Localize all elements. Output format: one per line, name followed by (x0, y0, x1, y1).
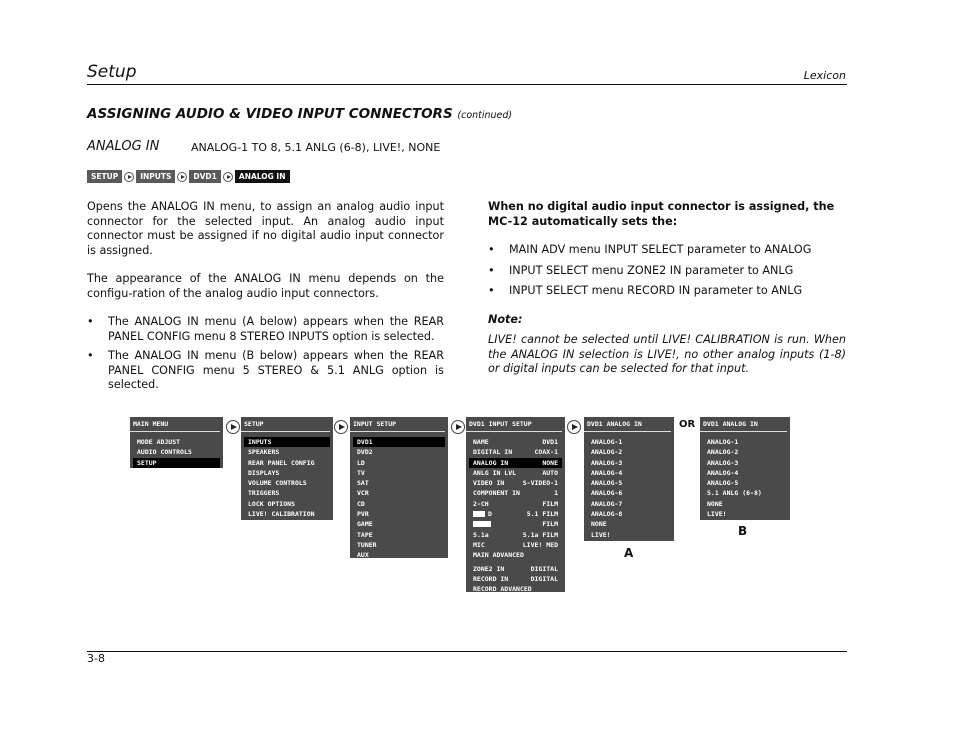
menu-item: ANALOG-8 (591, 510, 623, 519)
menu-row: RECORD IN DIGITAL (473, 574, 558, 583)
arrow-right-icon (334, 420, 348, 434)
list-item: • The ANALOG IN menu (B below) appears when the REAR PANEL CONFIG menu 5 STEREO & 5.1 ANLG option is selected. (87, 349, 444, 391)
menu-item: LD (357, 458, 365, 467)
menu-item: MODE ADJUST (137, 438, 181, 446)
menu-item: ANALOG-6 (591, 489, 623, 498)
dvd1-input-setup-menu (466, 417, 565, 592)
breadcrumb-inputs: INPUTS (136, 170, 175, 183)
page-number: 3-8 (87, 652, 105, 665)
footer-rule (87, 651, 847, 652)
menu-item: LIVE! CALIBRATION (248, 510, 315, 519)
analog-in-menu-a (584, 417, 674, 541)
menu-title: MAIN MENU (130, 417, 220, 432)
menu-item: REAR PANEL CONFIG (248, 458, 315, 467)
breadcrumb-analog-in: ANALOG IN (235, 170, 290, 183)
menu-row: 2-CH FILM (473, 499, 558, 508)
menu-title: DVD1 ANALOG IN (584, 417, 671, 432)
menu-row: MAIN ADVANCED (473, 551, 524, 560)
paragraph: Opens the ANALOG IN menu, to assign an analog audio input connector for the selected input. An analog audio input connector must be assigned if no digital audio input connector is assigned. (87, 200, 444, 257)
menu-title: DVD1 INPUT SETUP (466, 417, 562, 432)
list-item: • MAIN ADV menu INPUT SELECT parameter to ANALOG (488, 243, 812, 256)
menu-item: TUNER (357, 540, 377, 549)
arrow-right-icon (177, 172, 187, 182)
breadcrumb-dvd1: DVD1 (189, 170, 220, 183)
menu-item: GAME (357, 520, 373, 529)
menu-item: VOLUME CONTROLS (248, 479, 307, 488)
menu-item-selected: SETUP (133, 458, 220, 468)
menu-item: ANALOG-7 (591, 499, 623, 508)
brand-name: Lexicon (803, 69, 846, 82)
menu-row: VIDEO IN S-VIDEO-1 (473, 479, 558, 488)
arrow-right-icon (451, 420, 465, 434)
menu-item: ANALOG-3 (591, 458, 623, 467)
list-item: • The ANALOG IN menu (A below) appears when the REAR PANEL CONFIG menu 8 STEREO INPUTS option is selected. (87, 315, 444, 343)
input-setup-menu (350, 417, 448, 558)
menu-row: RECORD ADVANCED (473, 585, 532, 594)
menu-item: DVD2 (357, 448, 373, 457)
menu-row: COMPONENT IN 1 (473, 489, 558, 498)
menu-item: 5.1 ANLG (6-8) (707, 489, 762, 498)
analog-in-menu-b (700, 417, 790, 520)
or-label: OR (679, 419, 696, 430)
menu-item: NONE (591, 520, 607, 529)
menu-item: VCR (357, 489, 369, 498)
arrow-right-icon (567, 420, 581, 434)
main-menu (130, 417, 223, 468)
menu-item: TAPE (357, 530, 373, 539)
arrow-right-icon (124, 172, 134, 182)
menu-row: NAME DVD1 (473, 438, 558, 446)
menu-row: 5.1a 5.1a FILM (473, 530, 558, 539)
page-title: Setup (87, 62, 137, 82)
menu-row: MIC LIVE! MED (473, 540, 558, 549)
left-column (87, 200, 444, 398)
menu-title: INPUT SETUP (350, 417, 445, 432)
intro-text: When no digital audio input connector is assigned, the MC-12 automatically sets the: (488, 200, 835, 228)
menu-item: ANALOG-3 (707, 458, 739, 467)
menu-row: ANLG IN LVL AUTO (473, 468, 558, 477)
menu-item: ANALOG-5 (591, 479, 623, 488)
menu-item: CD (357, 499, 365, 508)
note-text: LIVE! cannot be selected until LIVE! CALIBRATION is run. When the ANALOG IN selection is LIVE!, no other analog inputs (1-8) or digital inputs can be selected for that input. (488, 333, 846, 375)
dolby-logo-icon (473, 511, 485, 517)
menu-item: ANALOG-4 (707, 468, 739, 477)
paragraph: The appearance of the ANALOG IN menu depends on the configu-ration of the analog audio input connectors. (87, 272, 444, 300)
menu-item: ANALOG-2 (707, 448, 739, 457)
arrow-right-icon (226, 420, 240, 434)
arrow-right-icon (223, 172, 233, 182)
menu-item: ANALOG-5 (707, 479, 739, 488)
subsection-values: ANALOG-1 TO 8, 5.1 ANLG (6-8), LIVE!, NONE (191, 141, 441, 154)
section-heading: ASSIGNING AUDIO & VIDEO INPUT CONNECTORS (continued) (87, 106, 513, 122)
header-rule (87, 84, 847, 85)
breadcrumb (87, 170, 290, 183)
menu-item: AUDIO CONTROLS (137, 448, 192, 457)
label-b: B (738, 524, 748, 538)
menu-item: ANALOG-4 (591, 468, 623, 477)
menu-row: D 5.1 FILM (469, 509, 562, 519)
label-a: A (624, 546, 634, 560)
note-heading: Note: (488, 312, 523, 326)
menu-item: DISPLAYS (248, 468, 280, 477)
menu-title: DVD1 ANALOG IN (700, 417, 787, 432)
menu-item: NONE (707, 499, 723, 508)
menu-item: PVR (357, 510, 369, 519)
menu-row-selected: ANALOG IN NONE (469, 458, 562, 468)
menu-item: ANALOG-1 (591, 438, 623, 446)
menu-row: FILM (469, 519, 562, 529)
subsection-title: ANALOG IN (87, 139, 160, 154)
right-column (488, 200, 846, 377)
menu-item: TRIGGERS (248, 489, 280, 498)
menu-row: DIGITAL IN COAX-1 (473, 448, 558, 457)
menu-item: SPEAKERS (248, 448, 280, 457)
breadcrumb-setup: SETUP (87, 170, 122, 183)
menu-item: SAT (357, 479, 369, 488)
dts-logo-icon (473, 521, 491, 527)
list-item: • INPUT SELECT menu RECORD IN parameter to ANLG (488, 284, 803, 297)
menu-item: ANALOG-2 (591, 448, 623, 457)
menu-title: SETUP (241, 417, 330, 432)
menu-row: ZONE2 IN DIGITAL (473, 564, 558, 573)
menu-item-selected: INPUTS (244, 437, 330, 447)
setup-menu (241, 417, 333, 520)
menu-item: ANALOG-1 (707, 438, 739, 446)
list-item: • INPUT SELECT menu ZONE2 IN parameter to ANLG (488, 263, 794, 277)
menu-item: AUX (357, 551, 369, 560)
menu-item: LIVE! (591, 530, 611, 539)
menu-item: LIVE! (707, 510, 727, 519)
menu-item: LOCK OPTIONS (248, 499, 295, 508)
menu-item: TV (357, 468, 365, 477)
menu-item-selected: DVD1 (353, 437, 445, 447)
